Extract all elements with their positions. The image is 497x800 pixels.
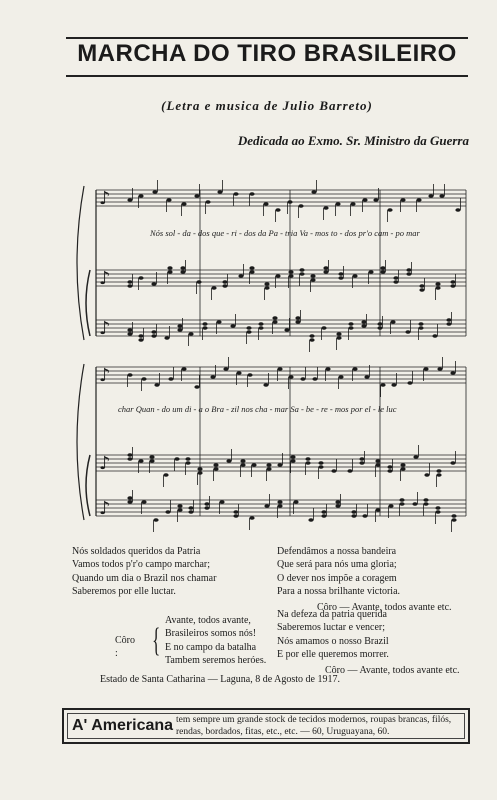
lyric-line: Que será para nós uma gloria; (277, 559, 397, 571)
note-head (127, 500, 132, 504)
note-head (151, 334, 156, 338)
note-head (217, 190, 222, 194)
note-head (451, 514, 456, 518)
note-head (419, 284, 424, 288)
note-head (310, 274, 315, 278)
note-head (249, 516, 254, 520)
note-head (419, 288, 424, 292)
note-head (202, 322, 207, 326)
note-head (361, 320, 366, 324)
note-head (338, 276, 343, 280)
note-head (275, 274, 280, 278)
note-head (380, 383, 385, 387)
note-head (451, 518, 456, 522)
note-head (299, 268, 304, 272)
note-head (335, 202, 340, 206)
note-head (233, 192, 238, 196)
note-head (246, 330, 251, 334)
note-head (305, 461, 310, 465)
note-head (335, 500, 340, 504)
chorus-line: E no campo da batalha (165, 641, 257, 653)
note-head (181, 202, 186, 206)
note-head (138, 338, 143, 342)
note-head (321, 510, 326, 514)
note-head (305, 457, 310, 461)
note-head (350, 202, 355, 206)
note-head (127, 453, 132, 457)
note-head (177, 328, 182, 332)
note-head (436, 473, 441, 477)
note-head (264, 504, 269, 508)
note-head (336, 336, 341, 340)
note-head (352, 367, 357, 371)
note-head (406, 268, 411, 272)
note-head (309, 338, 314, 342)
note-head (287, 200, 292, 204)
note-head (432, 334, 437, 338)
note-head (149, 455, 154, 459)
note-head (450, 371, 455, 375)
note-head (450, 284, 455, 288)
note-head (166, 198, 171, 202)
note-head (375, 463, 380, 467)
note-head (347, 469, 352, 473)
chorus-lines (165, 614, 266, 668)
note-head (435, 510, 440, 514)
note-head (310, 278, 315, 282)
chorus-reference: Côro — Avante, todos avante etc. (317, 601, 452, 613)
lyric-line: Saberemos por elle luctar. (72, 586, 176, 598)
note-head (174, 457, 179, 461)
note-head (177, 504, 182, 508)
note-head (380, 270, 385, 274)
note-head (338, 272, 343, 276)
note-head (197, 471, 202, 475)
note-head (167, 270, 172, 274)
note-head (352, 274, 357, 278)
note-head (399, 502, 404, 506)
note-head (240, 463, 245, 467)
chorus-reference: Côro — Avante, todos avante etc. (325, 664, 460, 676)
note-head (233, 514, 238, 518)
note-head (196, 280, 201, 284)
dedication: Dedicada ao Exmo. Sr. Ministro da Guerra (237, 133, 469, 148)
lyric-line: Nós soldados queridos da Patria (72, 546, 201, 557)
note-head (127, 198, 132, 202)
score-lyric-system-2: char Quan - do um di - a o Bra - zil nos cha - mar Sa - be - re - mos por el - le luc (118, 404, 397, 414)
note-head (325, 367, 330, 371)
system-bracket (77, 186, 84, 340)
note-head (277, 463, 282, 467)
note-head (180, 270, 185, 274)
note-head (197, 467, 202, 471)
note-head (233, 510, 238, 514)
note-head (362, 198, 367, 202)
note-head (177, 324, 182, 328)
note-head (424, 473, 429, 477)
note-head (154, 383, 159, 387)
brace-icon (86, 455, 90, 516)
lyric-line: Saberemos luctar e vencer; (277, 622, 386, 634)
note-head (406, 272, 411, 276)
note-head (188, 506, 193, 510)
note-head (362, 514, 367, 518)
note-head (288, 270, 293, 274)
note-head (435, 282, 440, 286)
note-head (151, 330, 156, 334)
note-head (264, 282, 269, 286)
lyric-line: Na defeza da patria querida (277, 609, 387, 620)
note-head (226, 459, 231, 463)
note-head (295, 316, 300, 320)
lyric-line: Nós amamos o nosso Brazil (277, 635, 389, 647)
lyric-line: Para a nossa brilhante victoria. (277, 586, 401, 598)
note-head (361, 324, 366, 328)
note-head (400, 467, 405, 471)
note-head (205, 200, 210, 204)
note-head (455, 208, 460, 212)
note-head (249, 266, 254, 270)
note-head (258, 322, 263, 326)
note-head (348, 326, 353, 330)
clef-icon: ♪ (99, 188, 111, 209)
note-head (418, 326, 423, 330)
note-head (240, 459, 245, 463)
note-head (312, 377, 317, 381)
note-head (435, 286, 440, 290)
note-head (277, 500, 282, 504)
note-head (284, 328, 289, 332)
note-head (277, 367, 282, 371)
note-head (348, 322, 353, 326)
note-head (299, 272, 304, 276)
note-head (277, 504, 282, 508)
note-head (167, 266, 172, 270)
clef-icon: ♪ (99, 318, 111, 339)
note-head (127, 328, 132, 332)
note-head (387, 469, 392, 473)
note-head (446, 322, 451, 326)
note-head (323, 270, 328, 274)
note-head (335, 504, 340, 508)
note-head (437, 367, 442, 371)
note-head (290, 455, 295, 459)
note-head (127, 373, 132, 377)
note-head (377, 326, 382, 330)
note-head (151, 282, 156, 286)
lyrics-verse-3 (277, 608, 460, 677)
note-head (293, 500, 298, 504)
note-head (435, 506, 440, 510)
note-head (446, 318, 451, 322)
clef-icon: ♪ (99, 268, 111, 289)
note-head (249, 270, 254, 274)
page-title: MARCHA DO TIRO BRASILEIRO (77, 40, 457, 67)
note-head (405, 330, 410, 334)
note-head (138, 459, 143, 463)
note-head (390, 320, 395, 324)
note-head (194, 194, 199, 198)
advertisement-brand: A' Americana (72, 717, 174, 734)
note-head (318, 465, 323, 469)
system-bracket (77, 364, 84, 520)
note-head (222, 284, 227, 288)
place-date-line: Estado de Santa Catharina — Laguna, 8 de Agosto de 1917. (100, 674, 340, 685)
note-head (288, 274, 293, 278)
note-head (263, 202, 268, 206)
note-head (418, 322, 423, 326)
note-head (416, 198, 421, 202)
note-head (295, 320, 300, 324)
note-head (436, 469, 441, 473)
note-head (247, 373, 252, 377)
note-head (177, 508, 182, 512)
note-head (219, 500, 224, 504)
note-head (263, 383, 268, 387)
note-head (127, 332, 132, 336)
lyrics-verse-2 (277, 545, 452, 614)
composer-credit: (Letra e musica de Julio Barreto) (161, 98, 373, 113)
chorus-line: Brasileiros somos nós! (165, 628, 257, 640)
note-head (213, 467, 218, 471)
note-head (400, 463, 405, 467)
note-head (202, 326, 207, 330)
note-head (236, 371, 241, 375)
note-head (300, 377, 305, 381)
note-head (163, 473, 168, 477)
note-head (230, 324, 235, 328)
note-head (264, 286, 269, 290)
note-head (204, 502, 209, 506)
note-head (413, 455, 418, 459)
note-head (309, 334, 314, 338)
note-head (266, 467, 271, 471)
clef-icon: ♪ (99, 365, 111, 386)
score-lyric-system-1: Nós sol - da - dos que - ri - dos da Pa - tria Va - mos to - dos pr'o cam - po mar (150, 228, 420, 238)
chorus-label: Côro : (115, 635, 135, 660)
note-head (246, 326, 251, 330)
note-head (323, 266, 328, 270)
note-head (439, 194, 444, 198)
note-head (331, 469, 336, 473)
note-head (188, 510, 193, 514)
note-head (400, 198, 405, 202)
lyric-line: E por elle queremos morrer. (277, 649, 389, 661)
note-head (377, 322, 382, 326)
note-head (359, 461, 364, 465)
note-head (249, 192, 254, 196)
brace-icon (86, 270, 90, 336)
note-head (428, 194, 433, 198)
note-head (351, 510, 356, 514)
note-head (387, 208, 392, 212)
note-head (127, 284, 132, 288)
note-head (152, 190, 157, 194)
note-head (138, 334, 143, 338)
clef-icon: ♪ (99, 453, 111, 474)
note-head (338, 375, 343, 379)
chorus-line: Tambem seremos heróes. (165, 655, 267, 667)
note-head (149, 459, 154, 463)
note-head (272, 320, 277, 324)
note-head (216, 320, 221, 324)
note-head (180, 266, 185, 270)
lyric-line: O dever nos impõe a coragem (277, 572, 397, 584)
note-head (168, 377, 173, 381)
note-head (450, 461, 455, 465)
note-head (393, 280, 398, 284)
note-head (258, 326, 263, 330)
lyric-line: Quando um dia o Brazil nos chamar (72, 572, 217, 584)
note-head (164, 336, 169, 340)
note-head (375, 508, 380, 512)
note-head (399, 498, 404, 502)
note-head (211, 286, 216, 290)
note-head (407, 381, 412, 385)
note-head (423, 367, 428, 371)
lyrics-verse-1 (72, 545, 216, 599)
note-head (213, 463, 218, 467)
note-head (391, 383, 396, 387)
note-head (204, 506, 209, 510)
note-head (311, 190, 316, 194)
clef-icon: ♪ (99, 498, 111, 519)
note-head (321, 514, 326, 518)
brace-icon: { (152, 622, 161, 659)
note-head (266, 463, 271, 467)
note-head (138, 194, 143, 198)
note-head (387, 465, 392, 469)
note-head (393, 276, 398, 280)
note-head (364, 375, 369, 379)
note-head (165, 510, 170, 514)
note-head (210, 375, 215, 379)
note-head (127, 457, 132, 461)
advertisement-text: tem sempre um grande stock de tecidos modernos, roupas brancas, filós, rendas, bordados, fitas, etc., etc. — 60, Uruguayana, 60. (176, 715, 452, 737)
note-head (380, 266, 385, 270)
chorus-line: Avante, todos avante, (165, 615, 251, 626)
note-head (127, 280, 132, 284)
note-head (375, 459, 380, 463)
note-head (351, 514, 356, 518)
note-head (298, 204, 303, 208)
note-head (194, 385, 199, 389)
note-head (238, 274, 243, 278)
note-head (251, 463, 256, 467)
lyric-line: Defendâmos a nossa bandeira (277, 546, 397, 557)
note-head (153, 518, 158, 522)
advertisement-box (62, 708, 470, 744)
note-head (388, 504, 393, 508)
note-head (359, 457, 364, 461)
note-head (222, 280, 227, 284)
note-head (272, 316, 277, 320)
note-head (127, 496, 132, 500)
note-head (336, 332, 341, 336)
note-head (290, 459, 295, 463)
note-head (181, 367, 186, 371)
note-head (412, 502, 417, 506)
note-head (323, 206, 328, 210)
note-head (423, 502, 428, 506)
note-head (373, 198, 378, 202)
note-head (368, 270, 373, 274)
note-head (223, 367, 228, 371)
note-head (141, 500, 146, 504)
note-head (321, 326, 326, 330)
note-head (288, 375, 293, 379)
note-head (423, 498, 428, 502)
note-head (185, 457, 190, 461)
note-head (318, 461, 323, 465)
note-head (188, 332, 193, 336)
note-head (185, 461, 190, 465)
note-head (275, 208, 280, 212)
note-head (450, 280, 455, 284)
note-head (141, 377, 146, 381)
note-head (308, 518, 313, 522)
lyric-line: Vamos todos p'r'o campo marchar; (72, 559, 211, 571)
note-head (138, 276, 143, 280)
